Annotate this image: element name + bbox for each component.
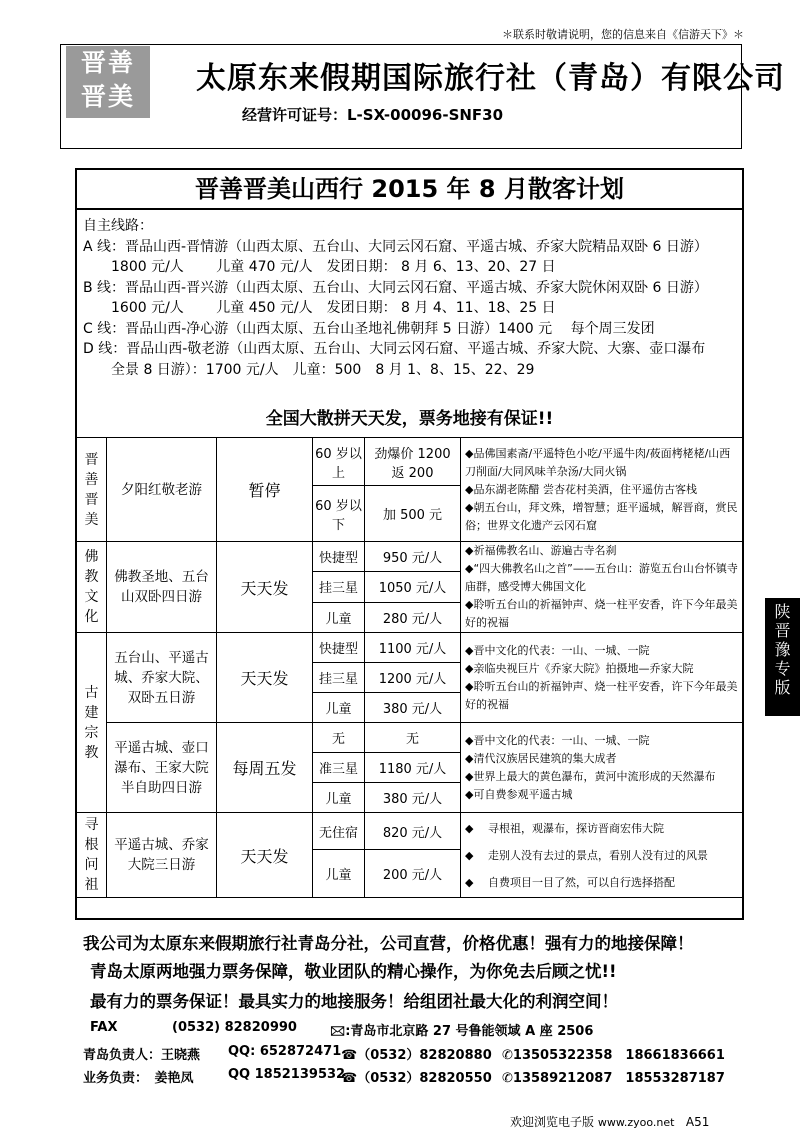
- table-row: [77, 542, 744, 572]
- address: 🖂:青岛市北京路 27 号鲁能领域 A 座 2506: [330, 1024, 594, 1039]
- route-line: A 线：晋品山西-晋情游（山西太原、五台山、大同云冈石窟、平遥古城、乔家大院精品双卧 6 日游）: [83, 238, 708, 255]
- price-value: 820 元/人: [365, 813, 461, 850]
- fax-number: (0532) 82820990: [172, 1020, 297, 1035]
- route-line: 1800 元/人 儿童 470 元/人 发团日期： 8 月 6、13、20、27 日: [83, 259, 556, 275]
- contact-mobile-1: ✆13505322358 18661836661: [502, 1048, 725, 1063]
- price-type: 挂三星: [313, 572, 365, 602]
- license-number: 经营许可证号：L-SX-00096-SNF30: [242, 106, 504, 124]
- price-type: 快捷型: [313, 633, 365, 663]
- feature-item: ◆ 走别人没有去过的景点，看别人没有过的风景: [465, 848, 708, 862]
- route-name: 夕阳红敬老游: [107, 438, 217, 542]
- slogan: 全国大散拼天天发，票务地接有保证!!: [265, 409, 554, 429]
- feature-item: ◆晋中文化的代表：一山、一城、一院: [465, 643, 650, 657]
- price-type: 准三星: [313, 753, 365, 783]
- side-edition-tab: [765, 598, 800, 716]
- features: [461, 542, 744, 633]
- table-row: [77, 633, 744, 663]
- price-type: 儿童: [313, 602, 365, 632]
- feature-item: ◆聆听五台山的祈福钟声、烧一柱平安香，许下今年最美好的祝福: [465, 679, 738, 711]
- feature-item: ◆ 自费项目一目了然，可以自行选择搭配: [465, 875, 675, 889]
- route-name: 五台山、平遥古城、乔家大院、双卧五日游: [107, 633, 217, 723]
- route-line: B 线：晋品山西-晋兴游（山西太原、五台山、大同云冈石窟、平遥古城、乔家大院休闲双卧 6 日游）: [83, 279, 708, 296]
- promo-line-1: 我公司为太原东来假期旅行社青岛分社，公司直营，价格优惠！强有力的地接保障！: [83, 934, 694, 953]
- departure-frequency: 天天发: [217, 542, 313, 633]
- route-name: 平遥古城、壶口瀑布、王家大院半自助四日游: [107, 723, 217, 813]
- feature-item: ◆可自费参观平遥古城: [465, 787, 573, 801]
- price-type: 挂三星: [313, 663, 365, 693]
- info-notice: ＊联系时敬请说明，您的信息来自《信游天下》＊: [502, 28, 744, 41]
- route-line: 1600 元/人 儿童 450 元/人 发团日期： 8 月 4、11、18、25 日: [83, 300, 556, 316]
- footer-text: 欢迎浏览电子版: [510, 1115, 595, 1129]
- departure-frequency: 每周五发: [217, 723, 313, 813]
- table-row: [77, 723, 744, 753]
- contact-mobile-2: ✆13589212087 18553287187: [502, 1071, 725, 1086]
- price-value: 380 元/人: [365, 693, 461, 723]
- price-value: 加 500 元: [365, 486, 461, 542]
- route-line: C 线：晋品山西-净心游（山西太原、五台山圣地礼佛朝拜 5 日游）1400 元 每个周三发团: [83, 320, 655, 337]
- feature-item: ◆世界上最大的黄色瀑布，黄河中流形成的天然瀑布: [465, 769, 716, 783]
- price-type: 快捷型: [313, 542, 365, 572]
- contact-person-1: 青岛负责人：王晓燕: [83, 1048, 201, 1063]
- features: [461, 438, 744, 542]
- agency-logo: [66, 46, 150, 118]
- contact-qq-2: QQ 1852139532: [228, 1067, 346, 1082]
- promo-line-2: 青岛太原两地强力票务保障，敬业团队的精心操作，为你免去后顾之忧!!: [90, 962, 617, 981]
- price-value: 劲爆价 1200 返 200: [365, 438, 461, 486]
- logo-line-2: 晋美: [80, 82, 135, 111]
- page-number: A51: [685, 1115, 710, 1129]
- departure-frequency: 天天发: [217, 633, 313, 723]
- price-type: 无: [313, 723, 365, 753]
- category-architecture: 古建宗教: [77, 633, 107, 813]
- contact-person-2: 业务负责： 姜艳凤: [83, 1071, 194, 1086]
- table-row: [77, 438, 744, 486]
- contact-phone-1: ☎（0532）82820880: [341, 1048, 492, 1063]
- route-line: 全景 8 日游）：1700 元/人 儿童：500 8 月 1、8、15、22、29: [83, 361, 535, 378]
- price-type: 60 岁以上: [313, 438, 365, 486]
- route-name: 佛教圣地、五台山双卧四日游: [107, 542, 217, 633]
- feature-item: ◆晋中文化的代表：一山、一城、一院: [465, 733, 650, 747]
- route-line: D 线：晋品山西-敬老游（山西太原、五台山、大同云冈石窟、平遥古城、乔家大院、大寨、壶口瀑布: [83, 341, 706, 357]
- price-type: 儿童: [313, 693, 365, 723]
- side-tab-label: 陕晋豫专版: [774, 602, 791, 697]
- contact-phone-2: ☎（0532）82820550: [341, 1071, 492, 1086]
- footer-site: www.zyoo.net: [597, 1116, 675, 1129]
- price-value: 950 元/人: [365, 542, 461, 572]
- feature-item: ◆祈福佛教名山、游遍古寺名刹: [465, 544, 617, 557]
- departure-frequency: 天天发: [217, 813, 313, 898]
- company-name: 太原东来假期国际旅行社（青岛）有限公司: [196, 61, 785, 96]
- category-jinshan: 晋善晋美: [77, 438, 107, 542]
- price-type: 60 岁以下: [313, 486, 365, 542]
- feature-item: ◆清代汉族居民建筑的集大成者: [465, 751, 617, 765]
- feature-item: ◆品东湖老陈醋 尝杏花村美酒，住平遥仿古客栈: [465, 482, 697, 496]
- feature-item: ◆亲临央视巨片《乔家大院》拍摄地—乔家大院: [465, 661, 694, 675]
- features: [461, 813, 744, 898]
- logo-line-1: 晋善: [80, 48, 135, 77]
- feature-item: ◆聆听五台山的祈福钟声、烧一柱平安香，许下今年最美好的祝福: [465, 598, 738, 629]
- page-title: 晋善晋美山西行 2015 年 8 月散客计划: [75, 168, 744, 210]
- price-type: 无住宿: [313, 813, 365, 850]
- tour-table: [76, 437, 744, 898]
- price-type: 儿童: [313, 783, 365, 813]
- promo-line-3: 最有力的票务保证！最具实力的地接服务！给组团社最大化的利润空间！: [90, 992, 618, 1011]
- features: [461, 633, 744, 723]
- contact-qq-1: QQ: 652872471: [228, 1044, 342, 1059]
- feature-item: ◆朝五台山，拜文殊，增智慧；逛平遥城，解晋商，赏民俗；世界文化遗产云冈石窟: [465, 500, 738, 532]
- price-type: 儿童: [313, 850, 365, 898]
- category-buddhism: 佛教文化: [77, 542, 107, 633]
- category-roots: 寻根问祖: [77, 813, 107, 898]
- fax-label: FAX: [90, 1020, 118, 1035]
- price-value: 200 元/人: [365, 850, 461, 898]
- price-value: 1200 元/人: [365, 663, 461, 693]
- features: [461, 723, 744, 813]
- price-value: 380 元/人: [365, 783, 461, 813]
- feature-item: ◆ 寻根祖，观瀑布，探访晋商宏伟大院: [465, 821, 664, 835]
- routes-section: [83, 216, 708, 380]
- routes-heading: 自主线路：: [83, 218, 153, 234]
- departure-frequency: 暂停: [217, 438, 313, 542]
- price-value: 1100 元/人: [365, 633, 461, 663]
- page-footer: [510, 1113, 709, 1130]
- feature-item: ◆品佛国素斋/平遥特色小吃/平遥牛肉/莜面栲栳栳/山西刀削面/大同风味羊杂汤/大同火锅: [465, 446, 731, 478]
- price-value: 1050 元/人: [365, 572, 461, 602]
- price-value: 1180 元/人: [365, 753, 461, 783]
- price-value: 无: [365, 723, 461, 753]
- feature-item: ◆“四大佛教名山之首”——五台山：游览五台山台怀镇寺庙群，感受博大佛国文化: [465, 562, 738, 593]
- price-value: 280 元/人: [365, 602, 461, 632]
- table-row: [77, 813, 744, 850]
- route-name: 平遥古城、乔家大院三日游: [107, 813, 217, 898]
